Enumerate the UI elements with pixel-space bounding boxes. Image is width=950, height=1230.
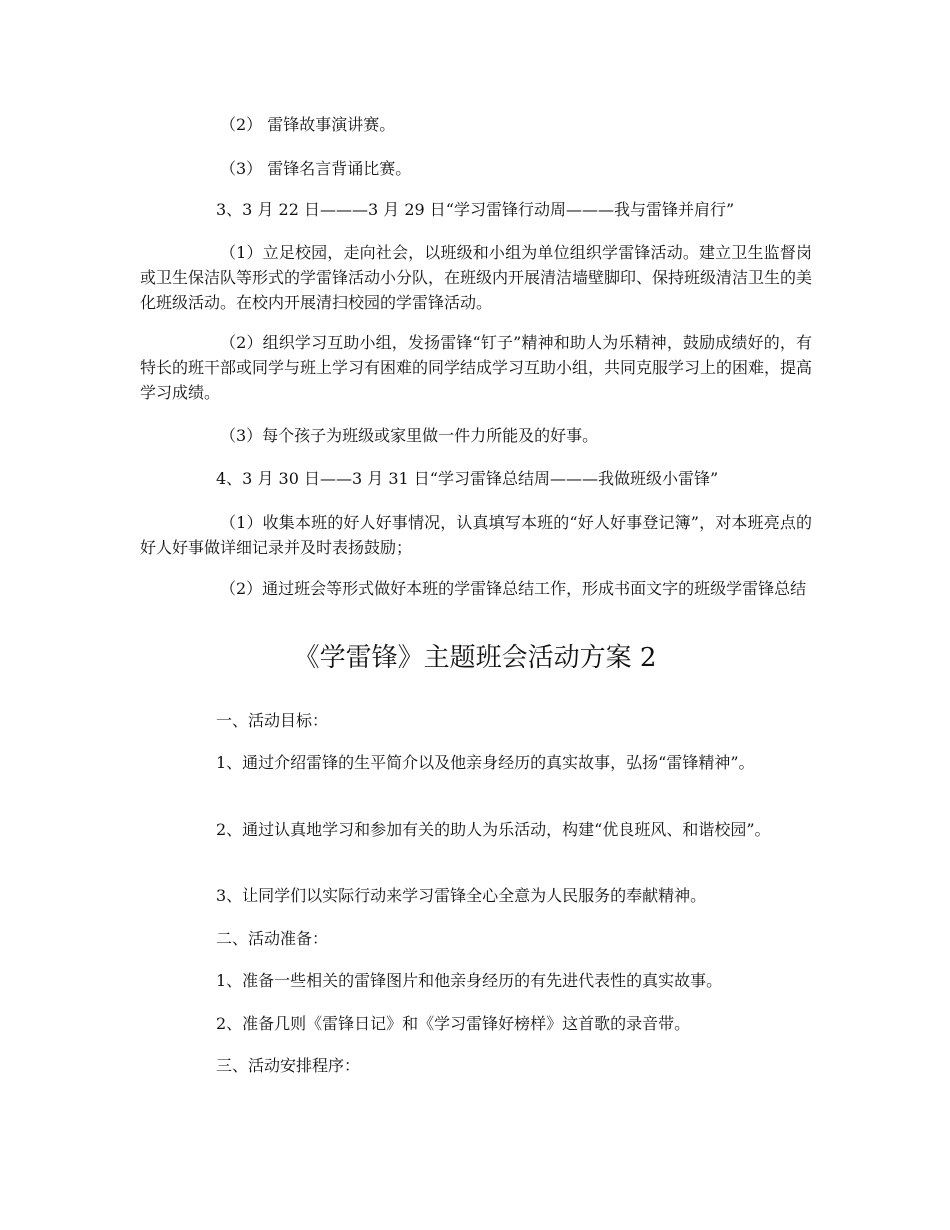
paragraph-goal-2: 2、通过认真地学习和参加有关的助人为乐活动，构建“优良班风、和谐校园”。 <box>216 820 771 839</box>
paragraph-week-4-title: 4、3 月 30 日——3 月 31 日“学习雷锋总结周———我做班级小雷锋” <box>216 469 719 488</box>
paragraph-week-3-item-3: （3）每个孩子为班级或家里做一件力所能及的好事。 <box>220 426 599 445</box>
paragraph-contest-quotes: （3） 雷锋名言背诵比赛。 <box>220 159 412 178</box>
paragraph-week-3-item-1: （1）立足校园，走向社会，以班级和小组为单位组织学雷锋活动。建立卫生监督岗或卫生保洁队等形式的学雷锋活动小分队，在班级内开展清洁墙壁脚印、保持班级清洁卫生的美化班级活动。在校内开展清扫校园的学雷锋活动。 <box>140 243 813 312</box>
paragraph-prep-2: 2、准备几则《雷锋日记》和《学习雷锋好榜样》这首歌的录音带。 <box>216 1014 691 1033</box>
paragraph-week-3-item-2: （2）组织学习互助小组，发扬雷锋“钉子”精神和助人为乐精神，鼓励成绩好的，有特长的班干部或同学与班上学习有困难的同学结成学习互助小组，共同克服学习上的困难，提高学习成绩。 <box>140 333 813 402</box>
paragraph-week-4-item-2: （2）通过班会等形式做好本班的学雷锋总结工作，形成书面文字的班级学雷锋总结 <box>220 579 807 598</box>
paragraph-week-4-item-1: （1）收集本班的好人好事情况，认真填写本班的“好人好事登记簿”，对本班亮点的好人好事做详细记录并及时表扬鼓励； <box>140 513 812 557</box>
paragraph-prep-1: 1、准备一些相关的雷锋图片和他亲身经历的有先进代表性的真实故事。 <box>216 971 723 990</box>
paragraph-goals-title: 一、活动目标： <box>216 711 329 730</box>
section-heading: 《学雷锋》主题班会活动方案 2 <box>293 643 657 673</box>
paragraph-goal-1: 1、通过介绍雷锋的生平简介以及他亲身经历的真实故事，弘扬“雷锋精神”。 <box>216 753 755 772</box>
paragraph-goal-3: 3、让同学们以实际行动来学习雷锋全心全意为人民服务的奉献精神。 <box>216 886 707 905</box>
paragraph-program-title: 三、活动安排程序： <box>216 1056 361 1075</box>
paragraph-prep-title: 二、活动准备： <box>216 929 329 948</box>
paragraph-contest-story: （2） 雷锋故事演讲赛。 <box>220 115 396 134</box>
paragraph-week-3-title: 3、3 月 22 日———3 月 29 日“学习雷锋行动周———我与雷锋并肩行” <box>216 200 735 219</box>
